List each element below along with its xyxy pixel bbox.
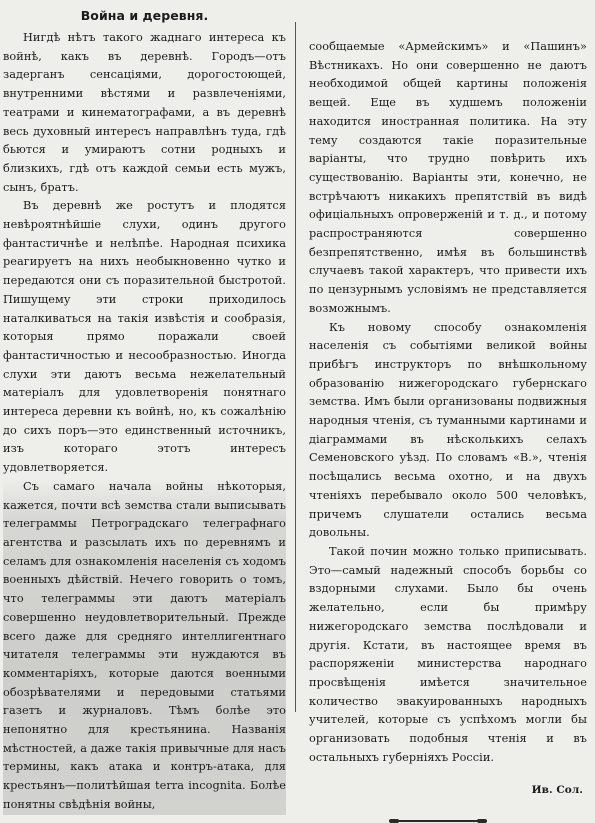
paragraph-3: Съ самаго начала войны нѣкоторыя, кажется, почти всѣ земства стали выписывать телеграммы Петроградскаго телеграфнаго агентства и разсылать ихъ по деревнямъ и селамъ для ознакомленія населенія съ ходомъ военныхъ дѣйствій. Нечего говорить о томъ, что телеграммы эти даютъ матеріалъ совершенно неудовлетворительный. Прежде всего даже для средняго интеллигентнаго читателя телеграммы эти нуждаются въ комментаріяхъ, которые даются военными обозрѣвателями и передовыми статьями газетъ и журналовъ. Тѣмъ болѣе это непонятно для крестьянина. Названія мѣстностей, а даже такія привычные для насъ термины, какъ атака и контръ-атака, для крестьянъ—политѣйшая terra incognita. Болѣе понятны свѣдѣнія войны, xyxy=(3,478,286,815)
paragraph-2: Въ деревнѣ же ростутъ и плодятся невѣроятнѣйшіе слухи, одинъ другого фантастичнѣе и нелѣпѣе. Народная психика реагируетъ на нихъ необыкновенно чутко и передаются они съ поразительной быстротой. Пишущему эти строки приходилось наталкиваться на такія извѣстія и сообразія, которыя прямо поражали своей фантастичностью и несообразностью. Иногда слухи эти даютъ весьма нежелательный матеріалъ для удовлетворенія понятнаго интереса деревни къ войнѣ, но, къ сожалѣнію до сихъ поръ—это единственный источникъ, изъ котораго этотъ интересъ удовлетворяется. xyxy=(3,199,286,475)
paragraph-6: Такой почин можно только приписывать. Это—самый надежный способъ борьбы со вздорными слухами. Было бы очень желательно, если бы примѣру нижегородскаго земства послѣдовали и другія. Кстати, въ настоящее время въ распоряженіи министерства народнаго просвѣщенія имѣется значительное количество эвакуированныхъ народныхъ учителей, которые съ успѣхомъ могли бы организовать подобныя чтенія и въ остальныхъ губерніяхъ Россіи. xyxy=(309,544,587,764)
article-title: Война и деревня. xyxy=(80,8,209,23)
column-divider xyxy=(295,22,296,712)
paragraph-4: сообщаемые «Армейскимъ» и «Пашинъ» Вѣстникахъ. Но они совершенно не даютъ необходимой общей картины положенія вещей. Еще въ худшемъ положеніи находится иностранная политика. На эту тему создаются такіе поразительные варіанты, что трудно повѣрить ихъ существованію. Варіанты эти, конечно, не встрѣчаютъ никакихъ препятствій въ видѣ офиціальныхъ опроверженій и т. д., и потому распространяются совершенно безпрепятственно, имѣя въ большинствѣ случаевъ такой характеръ, что привести ихъ по цензурнымъ условіямъ не представляется возможнымъ. xyxy=(309,40,587,315)
paragraph-1: Нигдѣ нѣтъ такого жаднаго интереса къ войнѣ, какъ въ деревнѣ. Городъ—отъ задерганъ сенсаціями, дорогостоющей, внутренними вѣстями и развлеченіями, театрами и кинематографами, а въ деревнѣ весь духовный интересъ направлѣнъ туда, гдѣ бьются и умираютъ сотни родныхъ и близкихъ, гдѣ отъ каждой семьи есть мужъ, сынъ, братъ. xyxy=(3,31,286,194)
end-ornament-rule xyxy=(395,820,481,822)
left-column xyxy=(3,0,286,815)
paragraph-5: Къ новому способу ознакомленія населенія съ событіями великой войны прибѣгъ инструкторъ по внѣшкольному образованію нижегородскаго губернскаго земства. Имъ были организованы подвижныя народныя чтенія, съ туманными картинами и діаграммами въ нѣсколькихъ селахъ Семеновского уѣзд. По словамъ «В.», чтенія посѣщались весьма охотно, и на двухъ чтеніяхъ перебывало около 500 человѣкъ, причемъ слушатели остались весьма довольны. xyxy=(309,320,587,540)
right-column xyxy=(309,0,587,822)
author-signature: Ив. Сол. xyxy=(531,784,583,797)
